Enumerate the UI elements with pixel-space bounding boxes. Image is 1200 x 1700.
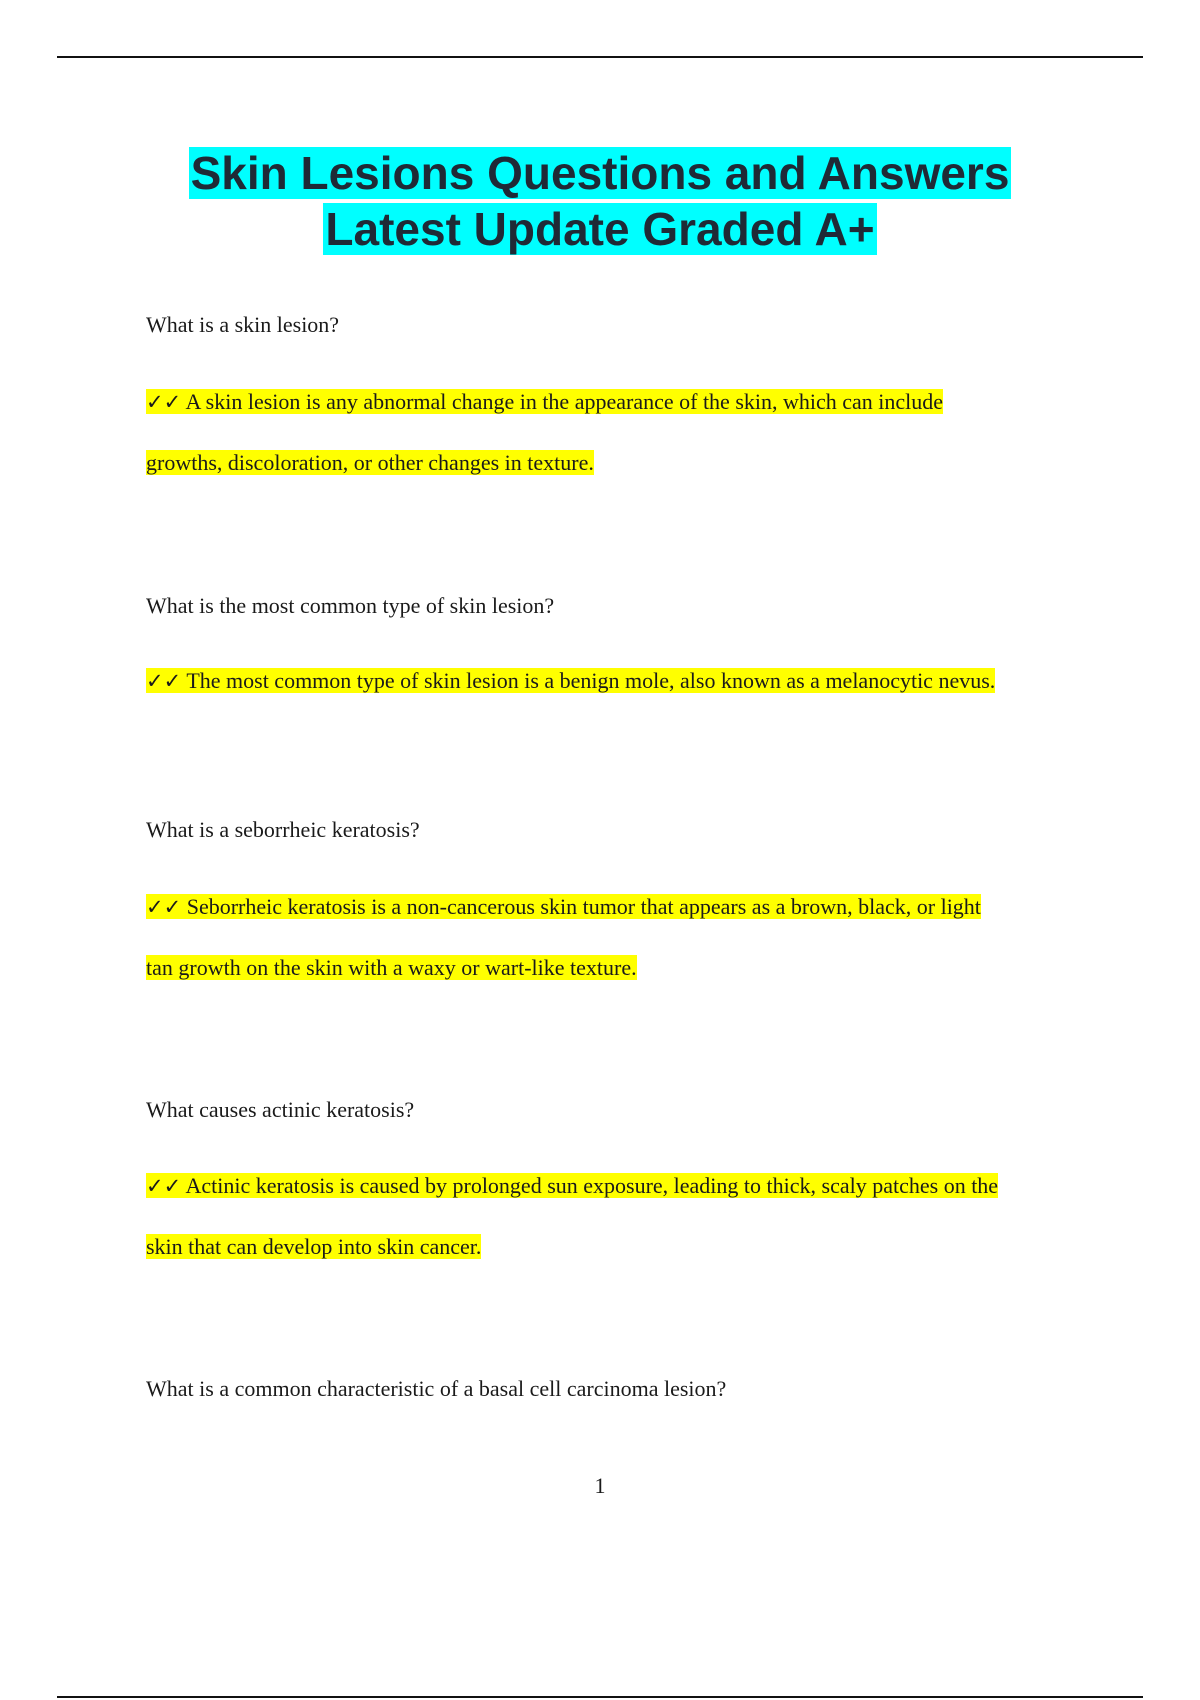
answer-1-line-2: growths, discoloration, or other changes in texture. [146, 450, 594, 475]
double-check-icon: ✓✓ [146, 1174, 182, 1198]
document-title [0, 145, 1200, 257]
answer-2-line-1: ✓✓ The most common type of skin lesion is a benign mole, also known as a melanocytic nevus. [146, 668, 996, 693]
question-5: What is a common characteristic of a basal cell carcinoma lesion? [146, 1376, 727, 1401]
double-check-icon: ✓✓ [146, 895, 182, 919]
answer-4-line-1: ✓✓ Actinic keratosis is caused by prolonged sun exposure, leading to thick, scaly patches on the [146, 1173, 999, 1198]
double-check-icon: ✓✓ [146, 390, 182, 414]
title-line-1: Skin Lesions Questions and Answers [190, 147, 1010, 199]
answer-1-line-1: ✓✓ A skin lesion is any abnormal change in the appearance of the skin, which can include [146, 389, 944, 414]
answer-3-line-1: ✓✓ Seborrheic keratosis is a non-cancerous skin tumor that appears as a brown, black, or light [146, 894, 981, 919]
question-3: What is a seborrheic keratosis? [146, 817, 420, 842]
bottom-rule [57, 1696, 1143, 1698]
question-2: What is the most common type of skin lesion? [146, 593, 555, 618]
page-number: 1 [594, 1473, 606, 1498]
title-line-2: Latest Update Graded A+ [325, 203, 875, 255]
double-check-icon: ✓✓ [146, 669, 182, 693]
question-1: What is a skin lesion? [146, 312, 340, 337]
top-rule [57, 56, 1143, 58]
answer-3-line-2: tan growth on the skin with a waxy or wart-like texture. [146, 955, 637, 980]
answer-4-line-2: skin that can develop into skin cancer. [146, 1234, 482, 1259]
question-4: What causes actinic keratosis? [146, 1097, 415, 1122]
